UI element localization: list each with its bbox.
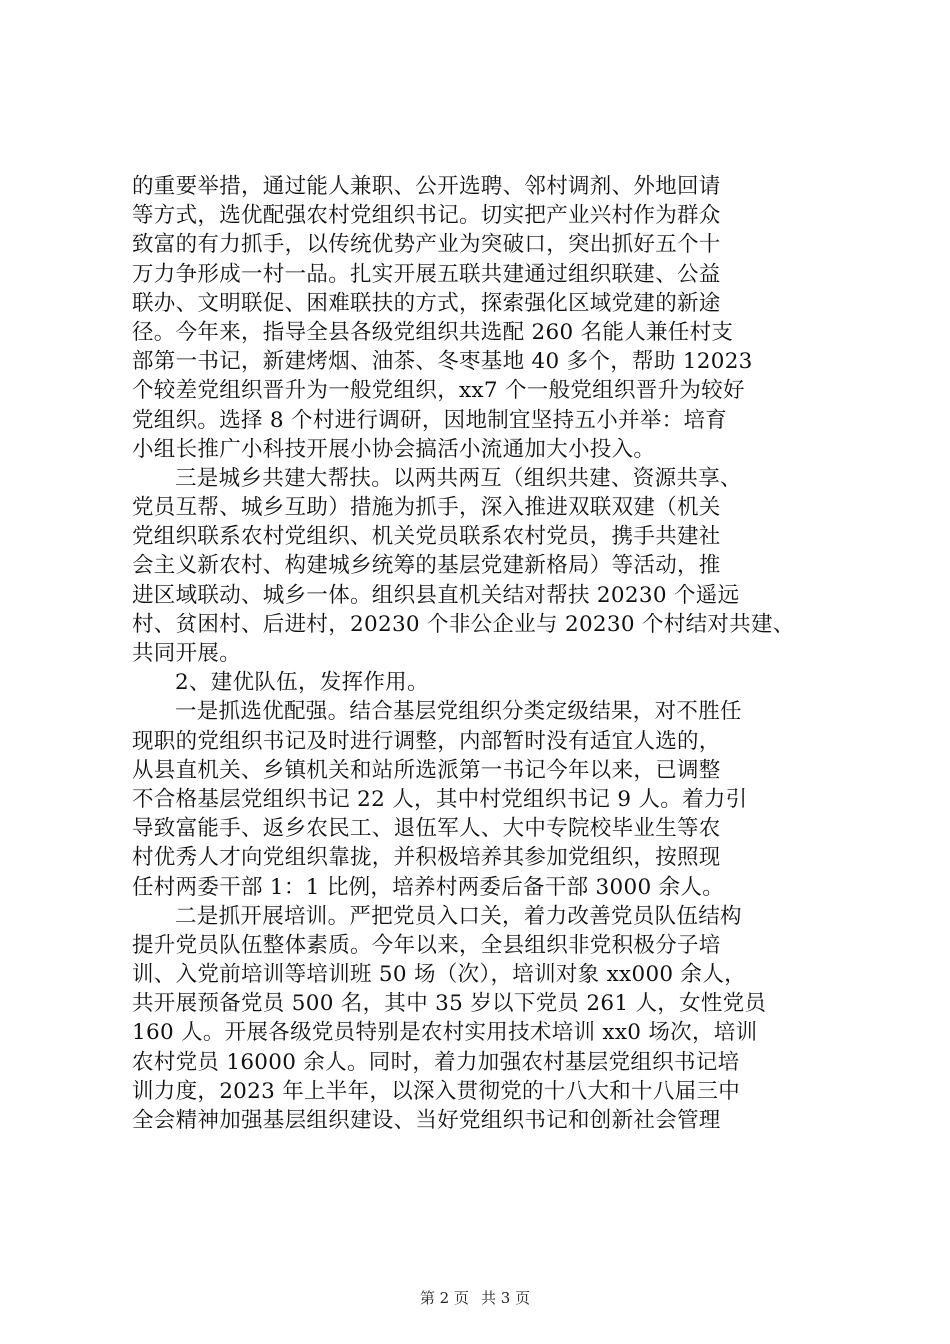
text-line: 的重要举措，通过能人兼职、公开选聘、邻村调剂、外地回请 [132,174,721,199]
text-line: 会主义新农村、构建城乡统筹的基层党建新格局）等活动，推 [132,553,721,579]
text-line: 训、入党前培训等培训班 50 场（次），培训对象 xx000 余人， [132,962,746,988]
text-line: 共开展预备党员 500 名，其中 35 岁以下党员 261 人，女性党员 [132,991,767,1017]
text-line: 党组织联系农村党组织、机关党员联系农村党员，携手共建社 [132,524,721,550]
text-line: 全会精神加强基层组织建设、当好党组织书记和创新社会管理 [132,1108,721,1133]
text-line: 二是抓开展培训。严把党员入口关，着力改善党员队伍结构 [175,903,742,929]
text-line: 致富的有力抓手，以传统优势产业为突破口，突出抓好五个十 [132,232,721,258]
text-line: 等方式，选优配强农村党组织书记。切实把产业兴村作为群众 [132,203,721,229]
text-line: 联办、文明联促、困难联扶的方式，探索强化区域党建的新途 [132,290,721,316]
text-line: 从县直机关、乡镇机关和站所选派第一书记今年以来，已调整 [132,757,721,783]
text-line: 共同开展。 [132,641,242,666]
text-line: 个较差党组织晋升为一般党组织，xx7 个一般党组织晋升为较好 [132,378,745,404]
text-line: 三是城乡共建大帮扶。以两共两互（组织共建、资源共享、 [175,465,742,491]
text-line: 村、贫困村、后进村，20230 个非公企业与 20230 个村结对共建、 [132,611,795,637]
text-line: 村优秀人才向党组织靠拢，并积极培养其参加党组织，按照现 [132,845,721,871]
text-line: 部第一书记，新建烤烟、油茶、冬枣基地 40 多个，帮助 12023 [132,349,753,375]
page-number: 第 2 页 [419,1289,469,1307]
text-line: 农村党员 16000 余人。同时，着力加强农村基层党组织书记培 [132,1049,740,1075]
text-line: 党员互帮、城乡互助）措施为抓手，深入推进双联双建（机关 [132,495,721,521]
text-line: 小组长推广小科技开展小协会搞活小流通加大小投入。 [132,436,656,462]
text-line: 提升党员队伍整体素质。今年以来，全县组织非党积极分子培 [132,932,721,958]
page-total: 共 3 页 [481,1289,531,1307]
text-line: 2、建优队伍，发挥作用。 [175,670,429,696]
page-footer [0,1287,950,1308]
text-line: 训力度，2023 年上半年，以深入贯彻党的十八大和十八届三中 [132,1078,741,1104]
text-line: 径。今年来，指导全县各级党组织共选配 260 名能人兼任村支 [132,319,734,345]
text-line: 进区域联动、城乡一体。组织县直机关结对帮扶 20230 个遥远 [132,582,740,608]
text-line: 任村两委干部 1：1 比例，培养村两委后备干部 3000 余人。 [132,874,725,900]
text-line: 现职的党组织书记及时进行调整，内部暂时没有适宜人选的， [132,728,721,754]
body-text [132,172,832,1135]
text-line: 160 人。开展各级党员特别是农村实用技术培训 xx0 场次，培训 [132,1020,758,1046]
text-line: 导致富能手、返乡农民工、退伍军人、大中专院校毕业生等农 [132,816,721,842]
text-line: 万力争形成一村一品。扎实开展五联共建通过组织联建、公益 [132,261,721,287]
text-line: 不合格基层党组织书记 22 人，其中村党组织书记 9 人。着力引 [132,786,748,812]
text-line: 一是抓选优配强。结合基层党组织分类定级结果，对不胜任 [175,699,742,725]
text-line: 党组织。选择 8 个村进行调研，因地制宜坚持五小并举：培育 [132,407,728,433]
